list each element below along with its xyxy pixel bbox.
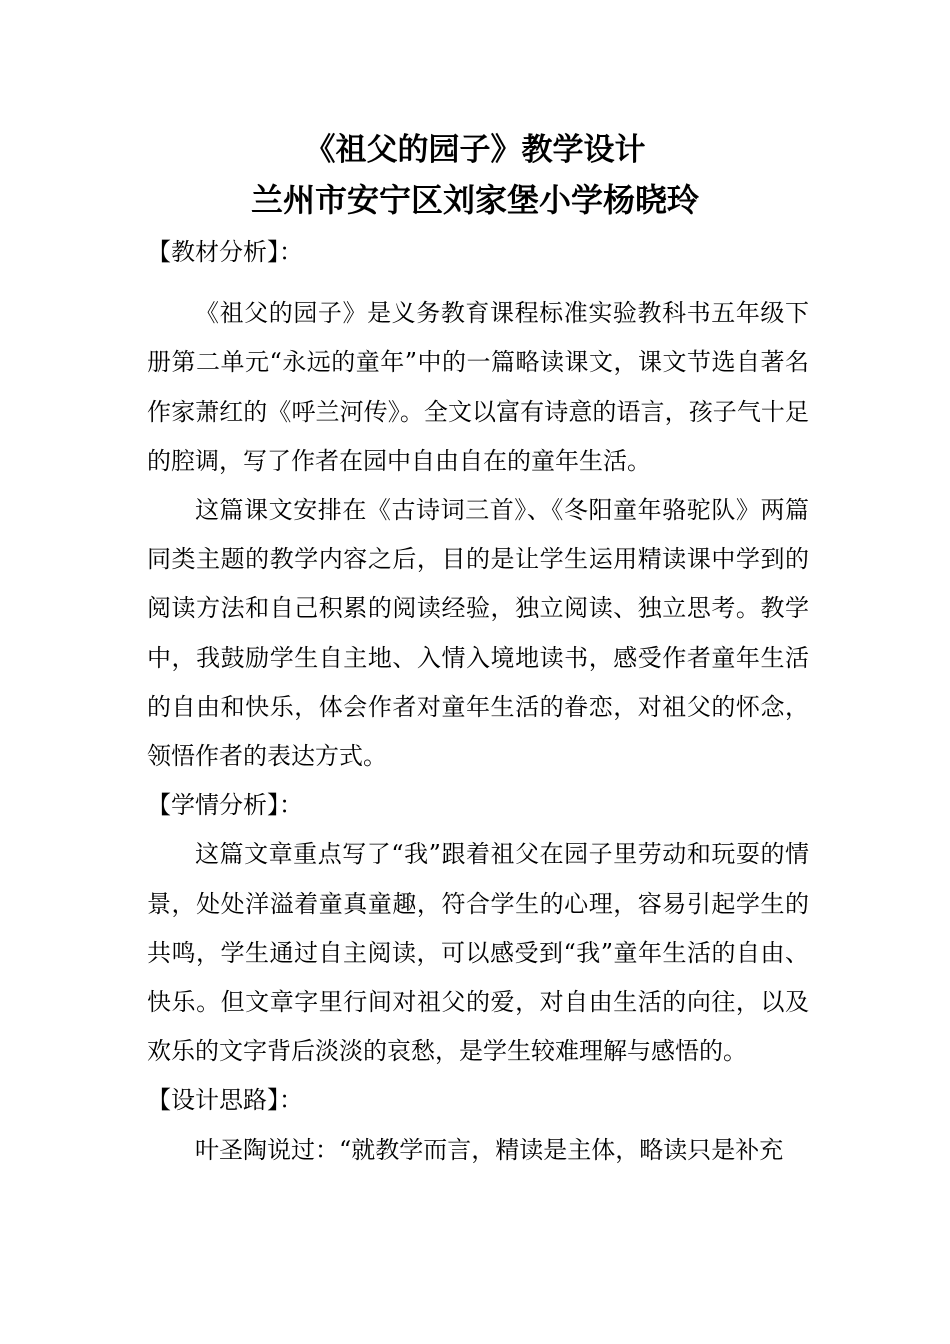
section-heading-design-idea: 【设计思路】： (147, 1086, 303, 1115)
paragraph: 这篇文章重点写了“我”跟着祖父在园子里劳动和玩耍的情景，处处洋溢着童真童趣，符合学生的心理，容易引起学生的共鸣，学生通过自主阅读，可以感受到“我”童年生活的自由、快乐。但文章字里行间对祖父的爱，对自由生活的向往，以及欢乐的文字背后淡淡的哀愁，是学生较难理解与感悟的。 (147, 840, 809, 1066)
document-subtitle: 兰州市安宁区刘家堡小学杨晓玲 (250, 181, 699, 219)
paragraph: 叶圣陶说过：“就教学而言，精读是主体，略读只是补充 (195, 1135, 784, 1164)
paragraph: 《祖父的园子》是义务教育课程标准实验教科书五年级下册第二单元“永远的童年”中的一篇略读课文，课文节选自著名作家萧红的《呼兰河传》。全文以富有诗意的语言，孩子气十足的腔调，写了作者在园中自由自在的童年生活。 (147, 299, 809, 475)
paragraph: 这篇课文安排在《古诗词三首》、《冬阳童年骆驼队》两篇同类主题的教学内容之后，目的是让学生运用精读课中学到的阅读方法和自己积累的阅读经验，独立阅读、独立思考。教学中，我鼓励学生自主地、入情入境地读书，感受作者童年生活的自由和快乐，体会作者对童年生活的眷恋，对祖父的怀念，领悟作者的表达方式。 (147, 496, 809, 771)
document-title: 《祖父的园子》教学设计 (304, 132, 646, 168)
section-heading-student-analysis: 【学情分析】： (147, 791, 303, 820)
section-heading-material-analysis: 【教材分析】： (147, 238, 303, 266)
document-body (147, 228, 809, 1175)
